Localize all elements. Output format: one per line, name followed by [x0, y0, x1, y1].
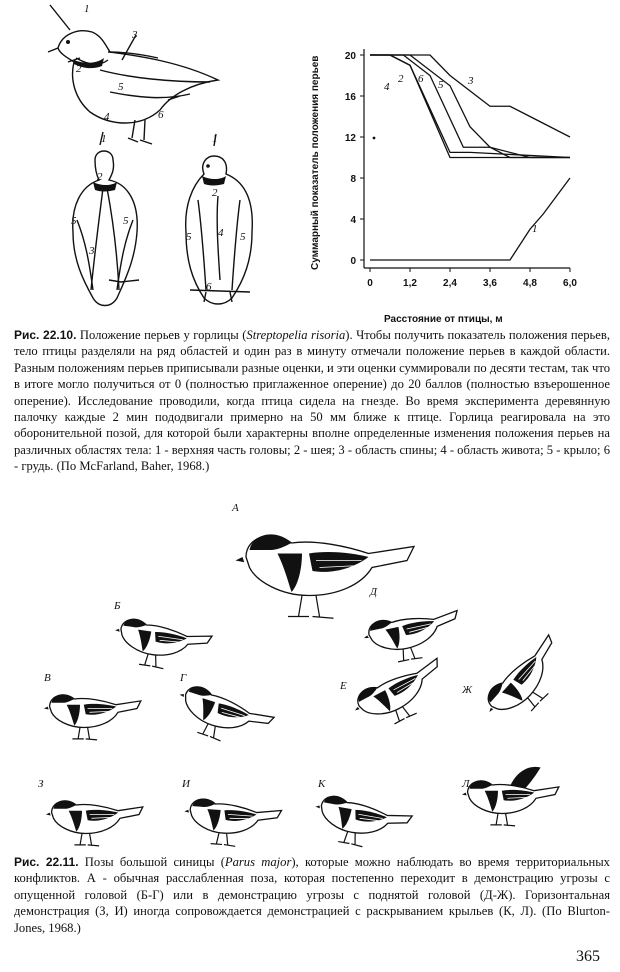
chart-ylabel: Суммарный показатель положения перьев [310, 55, 321, 270]
chart-series-label: 4 [384, 81, 390, 93]
caption-text: Положение перьев у горлицы ( [76, 328, 247, 342]
great-tit-drawing [112, 608, 217, 675]
chart-y-tick-label: 0 [350, 256, 356, 267]
great-tit-drawing [350, 660, 455, 727]
chart-series-label: 6 [418, 73, 424, 85]
dove-side-label: 6 [158, 109, 164, 121]
page-number: 365 [576, 948, 600, 965]
chart-x-tick-label: 4,8 [523, 278, 537, 289]
great-tit-posture-label: Ж [462, 684, 473, 696]
dove-front-label: 5 [186, 231, 192, 243]
dove-side-label: 3 [132, 29, 138, 41]
chart-y-tick-label: 4 [350, 215, 356, 226]
chart-dot-mark [373, 137, 376, 140]
dove-front-view-drawing [170, 130, 280, 320]
chart-series-line-1 [370, 178, 570, 260]
chart-series-line-4 [370, 55, 570, 158]
dove-back-label: 2 [97, 171, 103, 183]
eye-icon [66, 40, 70, 44]
great-tit-posture-label: К [318, 778, 326, 790]
chart-y-tick-label: 12 [344, 133, 356, 144]
chart-x-tick-label: 0 [367, 278, 373, 289]
chart-x-tick-label: 6,0 [563, 278, 577, 289]
chart-series-label: 2 [398, 73, 404, 85]
caption-text: ). Чтобы получить показатель положения перьев, тело птицы разделяли на ряд областей и один раз в минуту отмечали положение перьев в каждой области. Разным положениям перьев приписывали разные оценки, и эти оценки суммировали по десяти тестам, так что в итоге могло получиться от 0 (полностью приглаженное оперение) до 20 баллов (полностью взъерошенное оперение). Исследование проводили, когда птица сидела на гнезде. Во время эксперимента деревянную палочку каждые 2 мин пододвигали примерно на 50 мм ближе к птице. Горлица реагировала на это оборонительной позой, для которой были характерны вполне определенные изменения положения перьев на различных областях тела: 1 - верхняя часть головы; 2 - шея; 3 - область спины; 4 - область живота; 5 - крыло; 6 - грудь. (По McFarland, Baher, 1968.) [14, 328, 610, 474]
chart-series-label: 3 [468, 75, 474, 87]
caption-text: Позы большой синицы ( [78, 855, 225, 869]
dove-back-label: 1 [101, 133, 107, 145]
great-tit-posture-label: Л [462, 778, 470, 790]
dove-back-label: 5 [123, 215, 129, 227]
great-tit-drawing [460, 766, 565, 833]
caption-text: ), которые можно наблюдать во время территориальных конфликтов. А - обычная расслабленная поза, которая постепенно переходит в демонстрацию угрозы с опущенной головой (Б-Г) или в демонстрацию угрозы с поднятой головой (Д-Ж). Горизонтальная демонстрация (З, И) иногда сопровождается демонстрацией с раскрыванием крыльев (К, Л). (По Blurton-Jones, 1968.) [14, 855, 610, 935]
chart-series-line-5 [370, 55, 570, 158]
great-tit-posture-label: Е [340, 680, 347, 692]
chart-x-tick-label: 1,2 [403, 278, 417, 289]
dove-side-label: 2 [76, 63, 82, 75]
chart-xlabel: Расстояние от птицы, м [384, 314, 503, 325]
great-tit-posture-label: Д [370, 586, 377, 598]
dove-side-label: 5 [118, 81, 124, 93]
great-tit-posture-label: Б [114, 600, 121, 612]
chart-series-line-2 [370, 55, 570, 158]
great-tit-drawing [312, 786, 417, 853]
figure-22-10-caption [14, 327, 610, 475]
dove-back-label: 3 [89, 245, 95, 257]
dove-back-view-drawing [55, 130, 165, 320]
great-tit-posture-label: А [232, 502, 239, 514]
chart-x-tick-label: 2,4 [443, 278, 457, 289]
great-tit-drawing [42, 680, 147, 747]
great-tit-drawing [174, 680, 279, 747]
caption-figure-label: Рис. 22.11. [14, 855, 79, 869]
great-tit-drawing [476, 648, 581, 715]
dove-side-label: 4 [104, 111, 110, 123]
caption-figure-label: Рис. 22.10. [14, 328, 77, 342]
dove-back-label: 5 [71, 215, 77, 227]
dove-side-label: 1 [84, 3, 90, 15]
chart-y-tick-label: 8 [350, 174, 356, 185]
dove-front-label: 1 [212, 133, 218, 145]
great-tit-posture-label: З [38, 778, 44, 790]
great-tit-posture-label: И [182, 778, 190, 790]
feather-score-chart [300, 40, 600, 330]
chart-x-tick-label: 3,6 [483, 278, 497, 289]
great-tit-posture-label: В [44, 672, 51, 684]
chart-series-line-3 [370, 55, 570, 137]
dove-side-view-drawing [40, 0, 240, 150]
great-tit-drawing [44, 786, 149, 853]
chart-y-tick-label: 16 [344, 92, 356, 103]
dove-front-label: 4 [218, 227, 224, 239]
chart-series-label: 5 [438, 79, 444, 91]
caption-latin-name: Streptopelia risoria [246, 328, 346, 342]
figure-22-11-caption [14, 854, 610, 936]
chart-series-label: 1 [532, 223, 538, 235]
dove-front-label: 5 [240, 231, 246, 243]
chart-y-tick-label: 20 [344, 51, 356, 62]
great-tit-drawing [362, 600, 467, 667]
caption-latin-name: Parus major [224, 855, 292, 869]
great-tit-drawing [182, 786, 287, 853]
great-tit-posture-label: Г [180, 672, 187, 684]
dove-front-label: 2 [212, 187, 218, 199]
chart-series-line-6 [370, 55, 570, 158]
dove-front-label: 6 [206, 281, 212, 293]
